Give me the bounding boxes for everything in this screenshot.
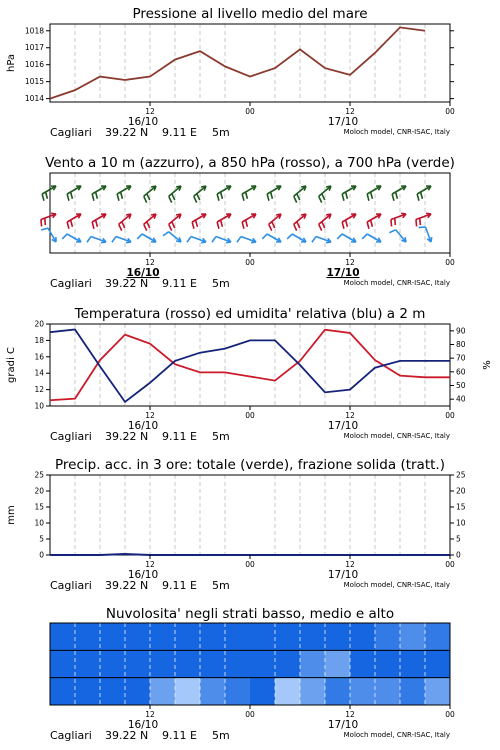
x-tick-label: 12 [145, 258, 155, 267]
model-credit: Moloch model, CNR-ISAC, Italy [343, 432, 450, 440]
cloud-cell [75, 650, 101, 677]
barb-feather [212, 237, 216, 243]
barb-feather [147, 222, 150, 228]
y-tick-label-right: 80 [456, 340, 466, 349]
location-city: Cagliari [50, 126, 92, 139]
wind-barb [416, 213, 431, 226]
model-credit: Moloch model, CNR-ISAC, Italy [343, 128, 450, 136]
cloud-cell [300, 650, 326, 677]
barb-feather [217, 222, 219, 229]
cloud-cell [250, 623, 276, 650]
wind-barb [367, 214, 381, 229]
cloud-cell [100, 678, 126, 705]
barb-feather [45, 218, 46, 225]
cloud-cell [325, 623, 351, 650]
humidity-line [50, 329, 450, 401]
y-tick-label-right: 20 [456, 486, 466, 496]
wind-barb [362, 234, 381, 242]
x-tick-label: 12 [145, 560, 155, 569]
y-tick-label: 18 [34, 335, 44, 345]
barb-feather [71, 192, 73, 199]
wind-barb [42, 186, 56, 201]
cloud-cell [250, 650, 276, 677]
barb-feather [96, 192, 98, 199]
barb-feather [169, 224, 172, 230]
barb-feather [362, 234, 367, 239]
date-label: 16/10 [127, 116, 159, 128]
chart-title: Temperatura (rosso) ed umidita' relativa (blu) a 2 m [74, 306, 426, 322]
x-tick-label: 12 [345, 411, 355, 420]
y-tick-label: 20 [34, 319, 44, 329]
barb-feather [346, 192, 348, 199]
wind-barb [137, 234, 156, 242]
y-tick-label: 1017 [24, 43, 44, 53]
plot-frame [50, 173, 450, 253]
wind-barb [389, 230, 406, 242]
barb-feather [337, 234, 342, 239]
barb-feather [119, 224, 122, 230]
y-tick-label-right: 5 [456, 534, 461, 544]
cloud-cell [350, 650, 376, 677]
cloud-cell [125, 650, 151, 677]
cloud-cell [125, 678, 151, 705]
pressure-line [50, 27, 425, 98]
wind-barb [342, 214, 356, 229]
barb-feather [342, 222, 344, 229]
date-label: 16/10 [127, 719, 159, 731]
barb-feather [322, 222, 325, 228]
cloud-cell [300, 678, 326, 705]
barb-feather [269, 224, 272, 230]
wind-barb [217, 214, 231, 229]
y-axis-label-right: % [482, 360, 493, 370]
y-tick-label: 25 [34, 470, 44, 480]
location-lat: 39.22 N [105, 430, 149, 443]
x-tick-label: 12 [145, 710, 155, 719]
x-tick-label: 00 [245, 710, 255, 719]
cloud-cell [275, 678, 301, 705]
cloud-cell [425, 623, 451, 650]
barb-shaft [169, 232, 181, 242]
cloud-cell [175, 678, 201, 705]
y-tick-label-right: 90 [456, 326, 466, 336]
barb-feather [419, 227, 426, 228]
cloud-cell [400, 650, 426, 677]
wind-barb [242, 186, 256, 201]
wind-barb [267, 186, 281, 201]
barb-feather [416, 219, 417, 226]
barb-feather [287, 234, 292, 239]
y-tick-label: 1018 [24, 26, 44, 36]
barb-feather [196, 220, 198, 227]
barb-feather [389, 230, 395, 233]
cloud-cell [75, 623, 101, 650]
wind-barb [92, 186, 106, 201]
y-tick-label: 10 [34, 518, 44, 528]
barb-feather [96, 220, 98, 227]
wind-barb [337, 234, 356, 242]
temp-humidity-panel [6, 306, 493, 443]
barb-feather [41, 219, 42, 226]
barb-feather [172, 194, 175, 200]
location-lat: 39.22 N [105, 579, 149, 592]
barb-feather [122, 222, 125, 228]
chart-title: Pressione al livello medio del mare [132, 6, 368, 22]
barb-feather [187, 237, 191, 243]
x-tick-label: 00 [245, 107, 255, 116]
barb-feather [112, 237, 116, 243]
y-tick-label-right: 60 [456, 367, 466, 377]
cloud-cell [150, 623, 176, 650]
cloud-cell [350, 678, 376, 705]
x-tick-label: 00 [445, 710, 455, 719]
barb-feather [197, 194, 200, 200]
y-axis-label: hPa [6, 53, 17, 73]
barb-feather [272, 222, 275, 228]
cloud-cell [225, 678, 251, 705]
y-tick-label: 0 [39, 550, 44, 560]
barb-feather [417, 194, 419, 201]
barb-feather [371, 220, 373, 227]
cloud-cell [400, 623, 426, 650]
wind-barb [112, 237, 131, 243]
wind-barb [41, 213, 56, 226]
barb-feather [163, 232, 169, 236]
barb-feather [421, 192, 423, 199]
x-tick-label: 00 [245, 411, 255, 420]
pressure-panel [6, 6, 455, 139]
y-tick-label-right: 40 [456, 394, 466, 404]
wind-barb [392, 186, 406, 201]
y-tick-label: 14 [34, 368, 44, 378]
x-tick-label: 12 [345, 560, 355, 569]
precip-panel [6, 457, 466, 592]
wind-barb [187, 237, 206, 243]
wind-barb [262, 234, 281, 242]
chart-title: Nuvolosita' negli strati basso, medio e alto [105, 606, 395, 622]
date-label: 17/10 [326, 267, 360, 279]
wind-barb [62, 234, 81, 242]
barb-feather [117, 194, 119, 201]
location-lon: 9.11 E [162, 430, 197, 443]
cloud-cell [225, 623, 251, 650]
barb-feather [67, 222, 69, 229]
barb-feather [367, 222, 369, 229]
cloud-cell [275, 650, 301, 677]
barb-feather [391, 219, 392, 226]
plot-frame [50, 324, 450, 406]
barb-feather [169, 196, 172, 202]
model-credit: Moloch model, CNR-ISAC, Italy [343, 279, 450, 287]
barb-feather [87, 237, 91, 243]
cloud-cell [50, 650, 76, 677]
x-tick-label: 12 [145, 411, 155, 420]
barb-feather [62, 234, 67, 239]
wind-barb [212, 237, 231, 243]
barb-feather [137, 234, 142, 239]
wind-barb [67, 214, 81, 229]
cloud-cell [400, 678, 426, 705]
barb-feather [297, 194, 300, 200]
cloud-cell [50, 678, 76, 705]
barb-feather [392, 194, 394, 201]
cloud-cell [150, 650, 176, 677]
barb-feather [147, 194, 150, 200]
x-tick-label: 12 [345, 258, 355, 267]
y-axis-label: mm [6, 505, 17, 525]
barb-feather [294, 196, 297, 202]
wind-barb [92, 214, 106, 229]
location-alt: 5m [212, 277, 230, 290]
barb-feather [319, 196, 322, 202]
cloud-cell [375, 623, 401, 650]
date-label: 17/10 [327, 420, 359, 432]
date-label: 16/10 [127, 569, 159, 581]
x-tick-label: 00 [445, 560, 455, 569]
wind-barb [391, 213, 406, 226]
cloud-cell [200, 650, 226, 677]
barb-feather [342, 194, 344, 201]
date-label: 17/10 [327, 116, 359, 128]
cloud-cell [275, 623, 301, 650]
model-credit: Moloch model, CNR-ISAC, Italy [343, 731, 450, 739]
plot-frame [50, 24, 450, 102]
barb-feather [242, 194, 244, 201]
cloud-cell [425, 650, 451, 677]
cloud-cell [375, 650, 401, 677]
y-tick-label: 10 [34, 401, 44, 411]
barb-feather [271, 192, 273, 199]
y-tick-label: 12 [34, 385, 44, 395]
date-label: 17/10 [327, 569, 359, 581]
cloud-cell [175, 650, 201, 677]
wind-barb [163, 232, 181, 242]
cloud-cell [125, 623, 151, 650]
location-lon: 9.11 E [162, 729, 197, 742]
barb-feather [194, 196, 197, 202]
model-credit: Moloch model, CNR-ISAC, Italy [343, 581, 450, 589]
cloud-cell [50, 623, 76, 650]
barb-feather [144, 196, 147, 202]
cloud-cell [175, 623, 201, 650]
wind-barb [312, 237, 331, 243]
wind-barb [192, 214, 206, 229]
cloud-cell [250, 678, 276, 705]
barb-feather [262, 234, 267, 239]
barb-feather [221, 220, 223, 227]
cloud-cell [425, 678, 451, 705]
y-tick-label-right: 0 [456, 550, 461, 560]
location-lon: 9.11 E [162, 277, 197, 290]
date-label: 17/10 [327, 719, 359, 731]
y-tick-label-right: 15 [456, 502, 466, 512]
cloud-cell [375, 678, 401, 705]
y-tick-label-right: 25 [456, 470, 466, 480]
barb-feather [371, 192, 373, 199]
cloud-cell [325, 650, 351, 677]
barb-feather [395, 218, 396, 225]
y-tick-label-right: 70 [456, 353, 466, 363]
cloud-cell [200, 623, 226, 650]
barb-feather [242, 222, 244, 229]
location-alt: 5m [212, 729, 230, 742]
location-city: Cagliari [50, 579, 92, 592]
y-axis-label: gradi C [6, 347, 17, 383]
cloud-cell [75, 678, 101, 705]
cloud-cell [150, 678, 176, 705]
barb-feather [217, 194, 219, 201]
location-city: Cagliari [50, 277, 92, 290]
barb-feather [172, 222, 175, 228]
chart-title: Precip. acc. in 3 ore: totale (verde), frazione solida (tratt.) [55, 457, 445, 473]
x-tick-label: 00 [245, 560, 255, 569]
cloud-cell [350, 623, 376, 650]
wind-barb [367, 186, 381, 201]
wind-barb [242, 214, 256, 229]
x-tick-label: 00 [445, 411, 455, 420]
wind-barb [87, 237, 106, 243]
cloud-cell [300, 623, 326, 650]
y-tick-label: 5 [39, 534, 44, 544]
location-alt: 5m [212, 126, 230, 139]
barb-feather [420, 218, 421, 225]
barb-feather [46, 192, 48, 199]
location-alt: 5m [212, 430, 230, 443]
cloud-cell [225, 650, 251, 677]
wind-barb [67, 186, 81, 201]
date-label: 16/10 [126, 267, 160, 279]
barb-feather [121, 192, 123, 199]
barb-feather [346, 220, 348, 227]
barb-feather [221, 192, 223, 199]
cloud-cell [200, 678, 226, 705]
barb-feather [297, 222, 300, 228]
barb-feather [192, 222, 194, 229]
barb-feather [267, 194, 269, 201]
barb-feather [312, 237, 316, 243]
x-tick-label: 00 [245, 258, 255, 267]
plot-frame [50, 475, 450, 555]
x-tick-label: 00 [445, 258, 455, 267]
cloud-cell [100, 650, 126, 677]
wind-barb [342, 186, 356, 201]
wind-barb [417, 186, 431, 201]
barb-feather [367, 194, 369, 201]
y-tick-label: 15 [34, 502, 44, 512]
barb-feather [294, 224, 297, 230]
barb-feather [92, 222, 94, 229]
y-tick-label-right: 50 [456, 381, 466, 390]
chart-title: Vento a 10 m (azzurro), a 850 hPa (rosso), a 700 hPa (verde) [45, 155, 455, 171]
y-tick-label: 1016 [24, 60, 44, 70]
barb-feather [41, 228, 48, 230]
y-tick-label: 1015 [24, 77, 44, 87]
barb-feather [144, 224, 147, 230]
location-lon: 9.11 E [162, 579, 197, 592]
x-tick-label: 12 [145, 107, 155, 116]
location-alt: 5m [212, 579, 230, 592]
date-label: 16/10 [127, 420, 159, 432]
location-city: Cagliari [50, 430, 92, 443]
x-tick-label: 00 [445, 107, 455, 116]
barb-feather [319, 224, 322, 230]
barb-feather [237, 237, 241, 243]
location-lat: 39.22 N [105, 729, 149, 742]
barb-feather [67, 194, 69, 201]
wind-barb [117, 186, 131, 201]
cloud-cell [100, 623, 126, 650]
y-tick-label: 20 [34, 486, 44, 496]
y-tick-label: 1014 [24, 94, 44, 104]
barb-feather [322, 194, 325, 200]
barb-feather [71, 220, 73, 227]
barb-feather [42, 194, 44, 201]
x-tick-label: 12 [345, 710, 355, 719]
location-lon: 9.11 E [162, 126, 197, 139]
barb-shaft [396, 230, 406, 242]
cloud-cell [325, 678, 351, 705]
barb-feather [92, 194, 94, 201]
wind-barb [217, 186, 231, 201]
location-city: Cagliari [50, 729, 92, 742]
wind-barb [41, 228, 56, 242]
location-lat: 39.22 N [105, 277, 149, 290]
precip-line [50, 554, 450, 555]
x-tick-label: 12 [345, 107, 355, 116]
location-lat: 39.22 N [105, 126, 149, 139]
y-tick-label: 16 [34, 352, 44, 362]
barb-feather [246, 192, 248, 199]
wind-panel [41, 155, 455, 290]
y-tick-label-right: 10 [456, 518, 466, 528]
cloud-panel [50, 606, 455, 742]
barb-feather [396, 192, 398, 199]
wind-barb [287, 234, 306, 242]
barb-feather [246, 220, 248, 227]
wind-barb [237, 237, 256, 243]
